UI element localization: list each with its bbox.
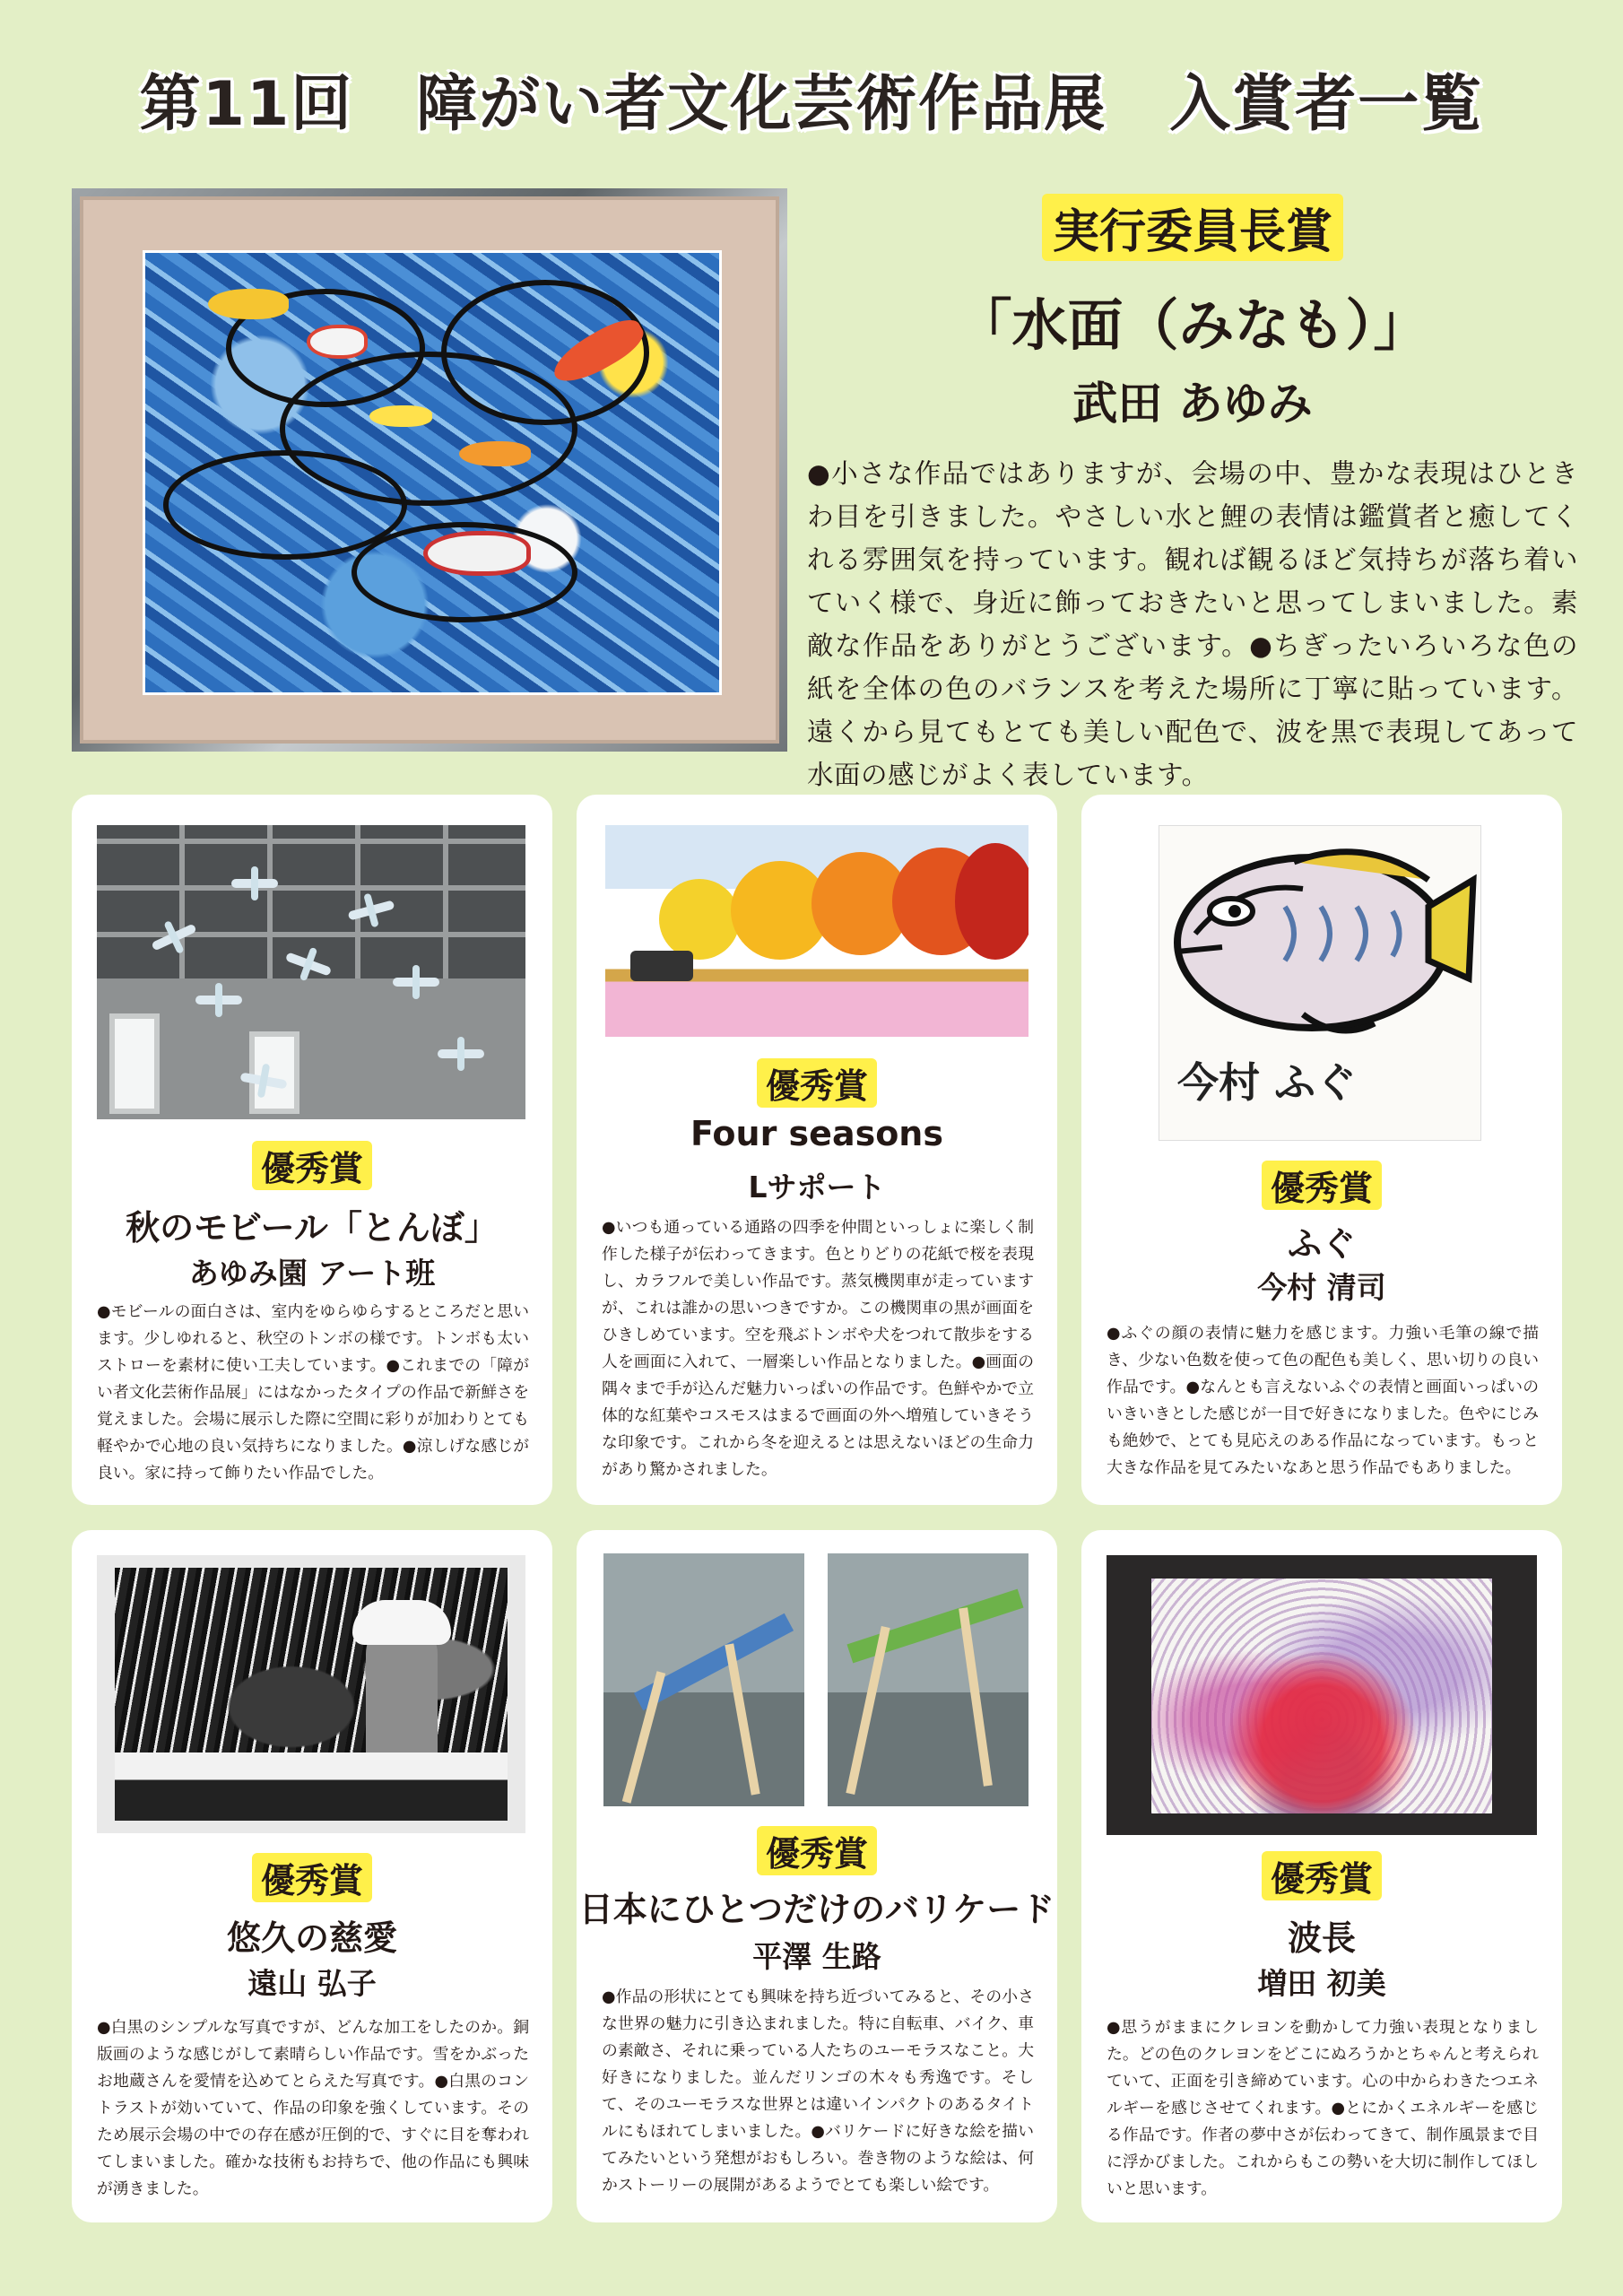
work-title: 秋のモビール「とんぼ」 (126, 1208, 499, 1248)
work-title: ふぐ (1287, 1224, 1356, 1264)
judge-comment: ●ふぐの顔の表情に魅力を感じます。力強い毛筆の線で描き、少ない色数を使って色の配色も美しく、思い切りの良い作品です。●なんとも言えないふぐの表情と画面いっぱいのいきいきとした感じが一目で好きになりました。色やにじみも絶妙で、とても見応えのある作品になっています。もっと大きな作品を見てみたいなあと思う作品でもありました。 (1107, 1324, 1539, 1477)
artist-name: 増田 初美 (1257, 1966, 1386, 2001)
judge-comment: ●思うがままにクレヨンを動かして力強い表現となりました。どの色のクレヨンをどこにぬろうかとちゃんと考えられていて、正面を引き締めています。心の中からわきたつエネルギーを感じさせてくれます。●とにかくエネルギーを感じる作品です。作者の夢中さが伝わってきて、制作風景まで目に浮かびました。これからもこの勢いを大切に制作してほしいと思います。 (1107, 2018, 1539, 2198)
award-card-barricade (577, 1530, 1057, 2222)
featured-work-title: 「水面（みなも）」 (956, 292, 1429, 358)
award-badge: 優秀賞 (252, 1141, 372, 1190)
four-seasons-photo (605, 825, 1028, 1037)
judge-comment: ●白黒のシンプルな写真ですが、どんな加工をしたのか。銅版画のような感じがして素晴らしい作品です。雪をかぶったお地蔵さんを愛情を込めてとらえた写真です。●白黒のコントラストが効いていて、作品の印象を強くしています。そのため展示会場の中での存在感が圧倒的で、すぐに目を奪われてしまいました。確かな技術もお持ちで、他の作品にも興味が湧きました。 (97, 2018, 529, 2198)
judge-comment: ●いつも通っている通路の四季を仲間といっしょに楽しく制作した様子が伝わってきます。色とりどりの花紙で桜を表現し、カラフルで美しい作品です。蒸気機関車が走っていますが、これは誰かの思いつきですか。この機関車の黒が画面をひきしめています。空を飛ぶトンボや犬をつれて散歩をする人を画面に入れて、一層楽しい作品となりました。●画面の隅々まで手が込んだ魅力いっぱいの作品です。色鮮やかで立体的な紅葉やコスモスはまるで画面の外へ増殖していきそうな印象です。これから冬を迎えるとは思えないほどの生命力があり驚かされました。 (602, 1218, 1034, 1479)
award-badge: 優秀賞 (757, 1826, 877, 1875)
award-card-dragonfly-mobile (72, 795, 552, 1505)
award-badge: 優秀賞 (1262, 1161, 1382, 1210)
fugu-painting (1159, 825, 1481, 1141)
featured-comment: ●小さな作品ではありますが、会場の中、豊かな表現はひときわ目を引きました。やさしい水と鯉の表情は鑑賞者と癒してくれる雰囲気を持っています。観れば観るほど気持ちが落ち着いていく様で、身近に飾っておきたいと思ってしまいました。素敵な作品をありがとうございます。●ちぎったいろいろな色の紙を全体の色のバランスを考えた場所に丁寧に貼っています。遠くから見てもとても美しい配色で、波を黒で表現してあって水面の感じがよく表しています。 (807, 458, 1578, 790)
page-title: 第11回 障がい者文化芸術作品展 入賞者一覧 (139, 69, 1484, 140)
artist-name: あゆみ園 アート班 (188, 1256, 436, 1291)
jizo-photo (97, 1555, 525, 1833)
featured-award-badge: 実行委員長賞 (1042, 194, 1343, 261)
work-title: 波長 (1287, 1918, 1356, 1958)
featured-artist-name: 武田 あゆみ (1072, 378, 1313, 430)
award-card-jizo-photo (72, 1530, 552, 2222)
artist-name: 今村 清司 (1257, 1270, 1386, 1305)
artist-name: 平澤 生路 (752, 1939, 881, 1974)
mobile-photo (97, 825, 525, 1119)
award-badge: 優秀賞 (1262, 1851, 1382, 1900)
featured-artwork-photo (72, 188, 787, 752)
award-card-wavelength (1081, 1530, 1562, 2222)
work-title: 日本にひとつだけのバリケード (578, 1890, 1055, 1929)
award-card-fugu (1081, 795, 1562, 1505)
featured-info (807, 188, 1578, 796)
artist-name: Lサポート (748, 1170, 886, 1205)
award-badge: 優秀賞 (757, 1058, 877, 1108)
award-badge: 優秀賞 (252, 1853, 372, 1902)
painting-inscription: 今村 ふぐ (1177, 1058, 1358, 1107)
barricade-photo-right (828, 1553, 1028, 1806)
work-title: Four seasons (690, 1114, 943, 1153)
crayon-drawing (1107, 1555, 1537, 1835)
artwork-mat (80, 196, 779, 744)
judge-comment: ●モビールの面白さは、室内をゆらゆらするところだと思います。少しゆれると、秋空のトンボの様です。トンボも太いストローを素材に使い工夫しています。●これまでの「障がい者文化芸術作品展」にはなかったタイプの作品で新鮮さを覚えました。会場に展示した際に空間に彩りが加わりとても軽やかで心地の良い気持ちになりました。●涼しげな感じが良い。家に持って飾りたい作品でした。 (97, 1302, 529, 1483)
work-title: 悠久の慈愛 (226, 1918, 397, 1958)
barricade-photo-left (603, 1553, 804, 1806)
water-collage (143, 250, 722, 695)
judge-comment: ●作品の形状にとても興味を持ち近づいてみると、その小さな世界の魅力に引き込まれました。特に自転車、バイク、車の素敵さ、それに乗っている人たちのユーモラスなこと。大好きになりました。並んだリンゴの木々も秀逸です。そして、そのユーモラスな世界とは違いインパクトのあるタイトルにもほれてしまいました。●バリケードに好きな絵を描いてみたいという発想がおもしろい。巻き物のような絵は、何かストーリーの展開があるようでとても楽しい絵です。 (602, 1987, 1034, 2195)
award-card-four-seasons (577, 795, 1057, 1505)
artist-name: 遠山 弘子 (247, 1966, 377, 2001)
